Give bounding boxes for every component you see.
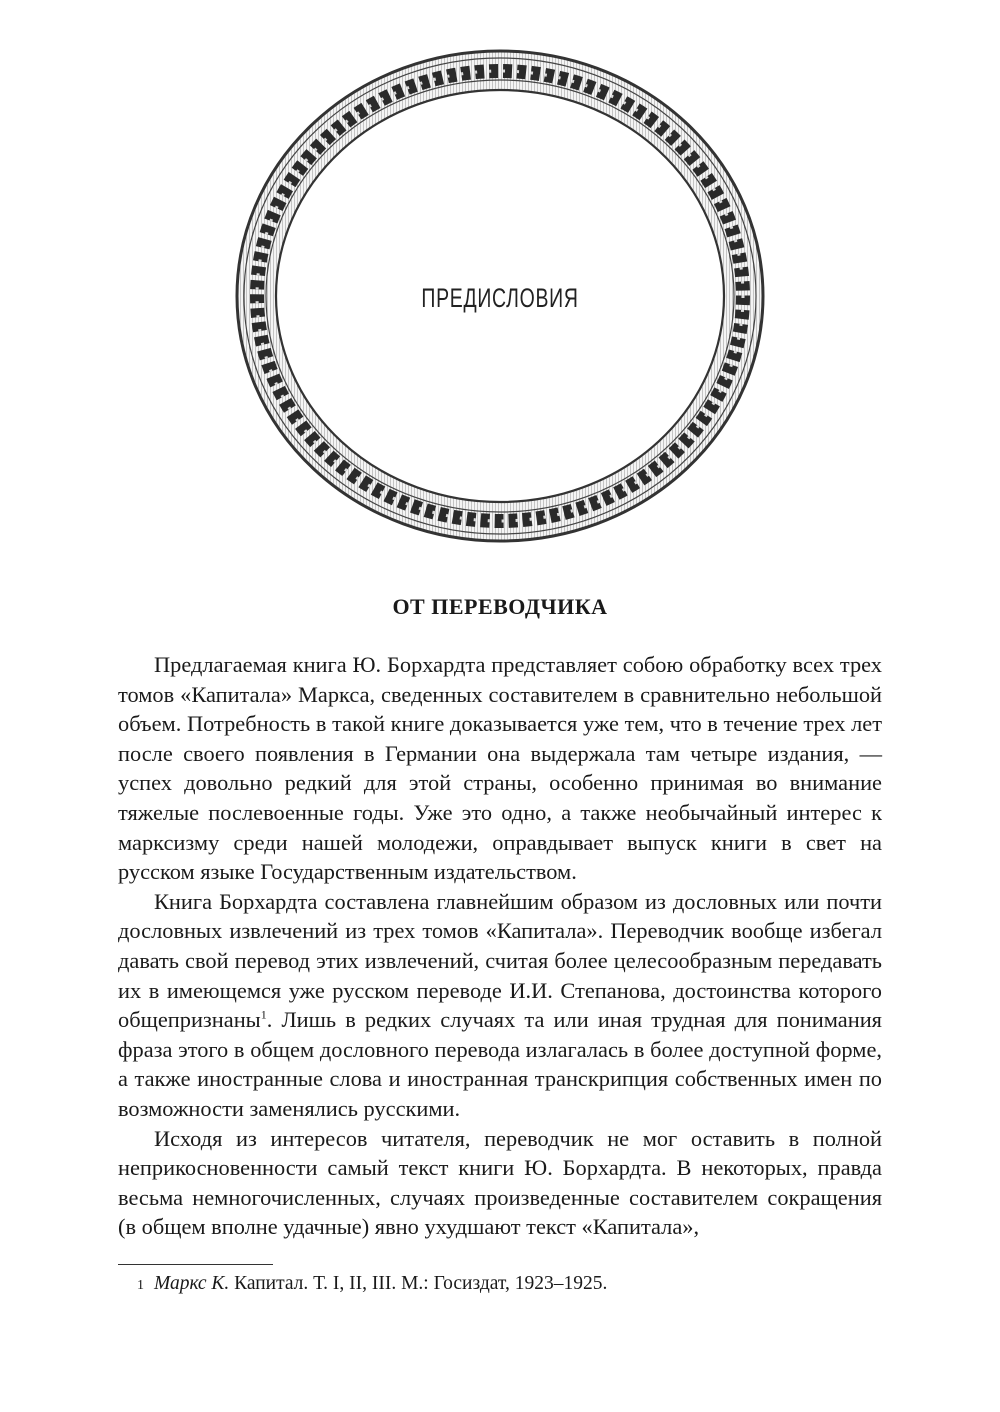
paragraph-text: . Лишь в редких случаях та или иная трудная для понимания фраза этого в общем дословного перевода излагалась в более доступной форме, а также иностранные слова и иностранная транскрипция собственных имен по возможности заменялись русскими. xyxy=(118,1007,882,1121)
footnote-text: Капитал. Т. I, II, III. М.: Госиздат, 1923–1925. xyxy=(229,1273,608,1294)
paragraph xyxy=(118,887,882,1124)
paragraph xyxy=(118,650,882,887)
footnote-mark: 1 xyxy=(137,1278,144,1293)
footnote xyxy=(118,1271,901,1297)
footnote-divider xyxy=(118,1264,273,1265)
footnote-author: Маркс К. xyxy=(154,1273,230,1294)
section-title: ПРЕДИСЛОВИЯ xyxy=(421,283,579,313)
footnote-ref[interactable]: 1 xyxy=(260,1007,267,1022)
paragraph-text: Предлагаемая книга Ю. Борхардта представляет собою обработку всех трех томов «Капитала» Маркса, сведенных составителем в сравнительно небольшой объем. Потребность в такой книге доказывается уже тем, что в течение трех лет после своего появления в Германии она выдержала там четыре издания, — успех довольно редкий для этой страны, особенно принимая во внимание тяжелые послевоенные годы. Уже это одно, а также необычайный интерес к марксизму среди нашей молодежи, оправдывает выпуск книги в свет на русском языке Государственным издательством. xyxy=(118,652,882,885)
paragraph-text: Книга Борхардта составлена главнейшим образом из дословных или почти дословных извлечений из трех томов «Капитала». Переводчик вообще избегал давать свой перевод этих извлечений, считая более целесообразным передавать их в имеющемся уже русском переводе И.И. Степанова, достоинства которого общепризнаны xyxy=(118,888,882,1033)
body-text xyxy=(118,650,882,1242)
paragraph-text: Исходя из интересов читателя, переводчик не мог оставить в полной неприкосновенности самый текст книги Ю. Борхардта. В некоторых, правда весьма немногочисленных, случаях произведенные составителем сокращения (в общем вполне удачные) явно ухудшают текст «Капитала», xyxy=(118,1125,882,1240)
paragraph xyxy=(118,1124,882,1242)
chapter-heading: ОТ ПЕРЕВОДЧИКА xyxy=(392,594,608,619)
